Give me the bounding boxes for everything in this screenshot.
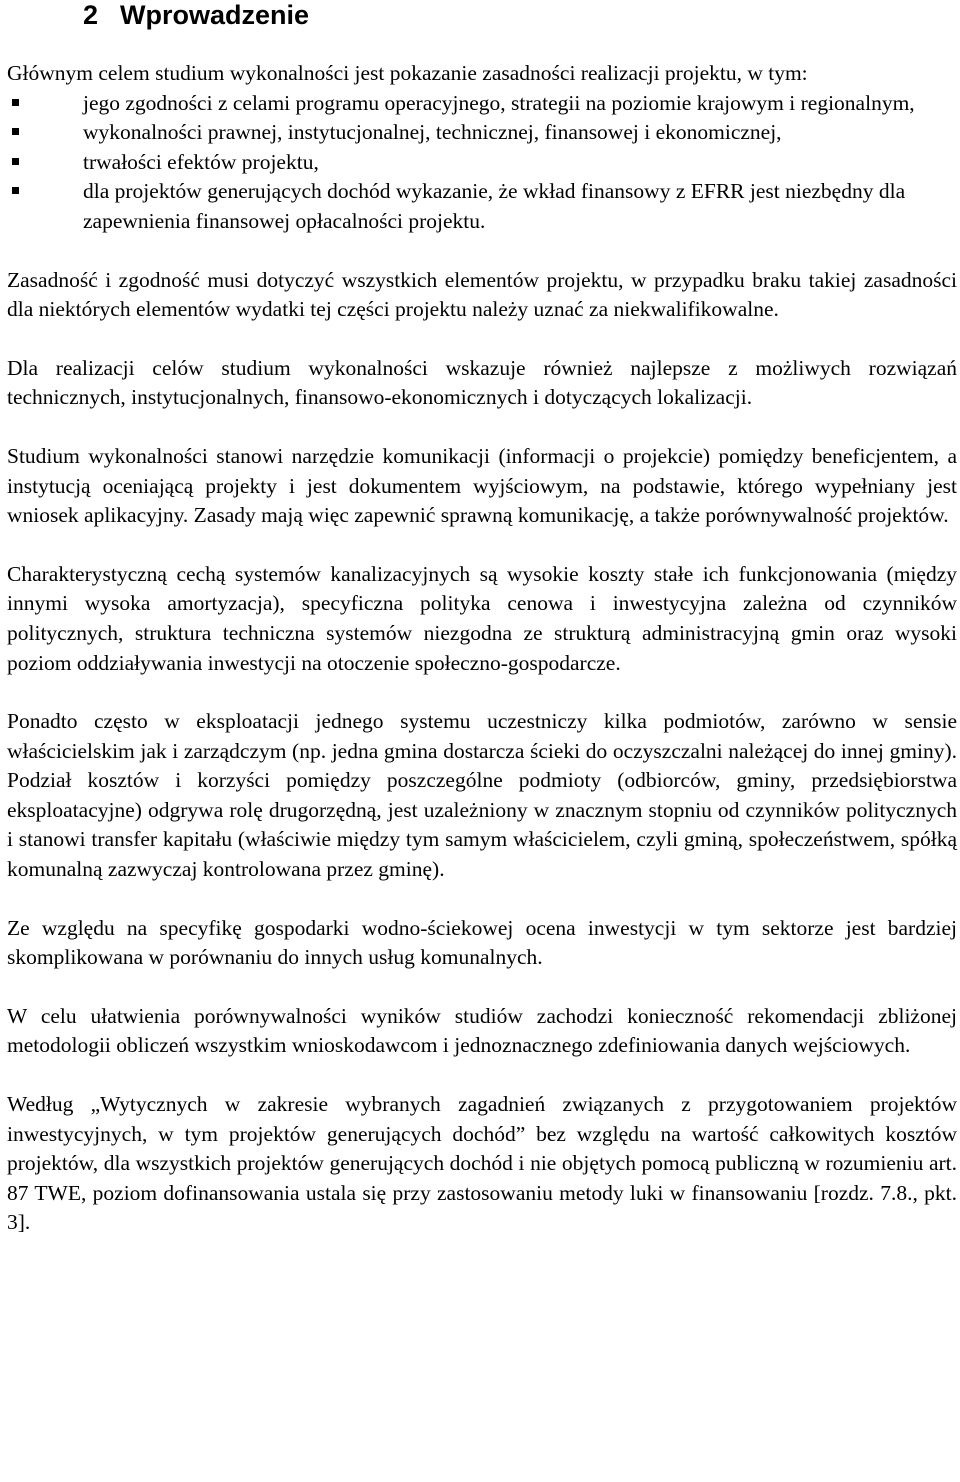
body-paragraph: Zasadność i zgodność musi dotyczyć wszystkich elementów projektu, w przypadku braku takiej zasadności dla niektórych elementów wydatki tej części projektu należy uznać za niekwalifikowalne. [7, 267, 957, 322]
body-paragraph: Studium wykonalności stanowi narzędzie komunikacji (informacji o projekcie) pomiędzy beneficjentem, a instytucją oceniającą projekty i jest dokumentem wyjściowym, na podstawie, którego wypełniany jest wniosek aplikacyjny. Zasady mają więc zapewnić sprawną komunikację, a także porównywalność projektów. [7, 443, 957, 528]
list-item-text: wykonalności prawnej, instytucjonalnej, technicznej, finansowej i ekonomicznej, [83, 120, 782, 145]
list-item-text: trwałości efektów projektu, [83, 149, 319, 174]
body-paragraph: Ponadto często w eksploatacji jednego systemu uczestniczy kilka podmiotów, zarówno w sensie właścicielskim jak i zarządczym (np. jedna gmina dostarcza ścieki do oczyszczalni należącej do innej gminy). Podział kosztów i korzyści pomiędzy poszczególne podmioty (odbiorców, gminy, przedsiębiorstwa eksploatacyjne) odgrywa rolę drugorzędną, jest uzależniony w znacznym stopniu od czynników politycznych i stanowi transfer kapitału (właściwie między tym samym właścicielem, czyli gminą, społeczeństwem, spółką komunalną zazwyczaj kontrolowana przez gminę). [7, 709, 957, 882]
list-item-text: dla projektów generujących dochód wykazanie, że wkład finansowy z EFRR jest niezbędny dla zapewnienia finansowej opłacalności projektu. [83, 179, 906, 233]
bullet-icon [12, 187, 19, 194]
intro-paragraph: Głównym celem studium wykonalności jest pokazanie zasadności realizacji projektu, w tym: [7, 61, 808, 85]
body-paragraph: Dla realizacji celów studium wykonalności wskazuje również najlepsze z możliwych rozwiązań technicznych, instytucjonalnych, finansowo-ekonomicznych i dotyczących lokalizacji. [7, 355, 957, 410]
section-heading [7, 0, 957, 32]
body-paragraph: Ze względu na specyfikę gospodarki wodno-ściekowej ocena inwestycji w tym sektorze jest bardziej skomplikowana w porównaniu do innych usług komunalnych. [7, 915, 957, 970]
document-page [7, 0, 957, 1238]
body-paragraph: Według „Wytycznych w zakresie wybranych zagadnień związanych z przygotowaniem projektów inwestycyjnych, w tym projektów generujących dochód” bez względu na wartość całkowitych kosztów projektów, dla wszystkich projektów generujących dochód i nie objętych pomocą publiczną w rozumieniu art. 87 TWE, poziom dofinansowania ustala się przy zastosowaniu metody luki w finansowaniu [rozdz. 7.8., pkt. 3]. [7, 1092, 957, 1235]
bullet-list [7, 89, 957, 237]
bullet-icon [12, 128, 19, 135]
list-item [7, 89, 957, 119]
bullet-icon [12, 158, 19, 165]
list-item-text: jego zgodności z celami programu operacyjnego, strategii na poziomie krajowym i regionalnym, [83, 90, 915, 115]
list-item [7, 148, 957, 178]
bullet-icon [12, 99, 19, 106]
list-item [7, 118, 957, 148]
section-title: Wprowadzenie [120, 0, 310, 30]
body-paragraph: W celu ułatwienia porównywalności wyników studiów zachodzi konieczność rekomendacji zbliżonej metodologii obliczeń wszystkim wnioskodawcom i jednoznacznego zdefiniowania danych wejściowych. [7, 1003, 957, 1058]
section-number: 2 [83, 0, 99, 30]
list-item [7, 177, 957, 236]
body-paragraph: Charakterystyczną cechą systemów kanalizacyjnych są wysokie koszty stałe ich funkcjonowania (między innymi wysoka amortyzacja), specyficzna polityka cenowa i inwestycyjna zależna od czynników politycznych, struktura techniczna systemów niezgodna ze strukturą administracyjną gmin oraz wysoki poziom oddziaływania inwestycji na otoczenie społeczno-gospodarcze. [7, 561, 957, 675]
